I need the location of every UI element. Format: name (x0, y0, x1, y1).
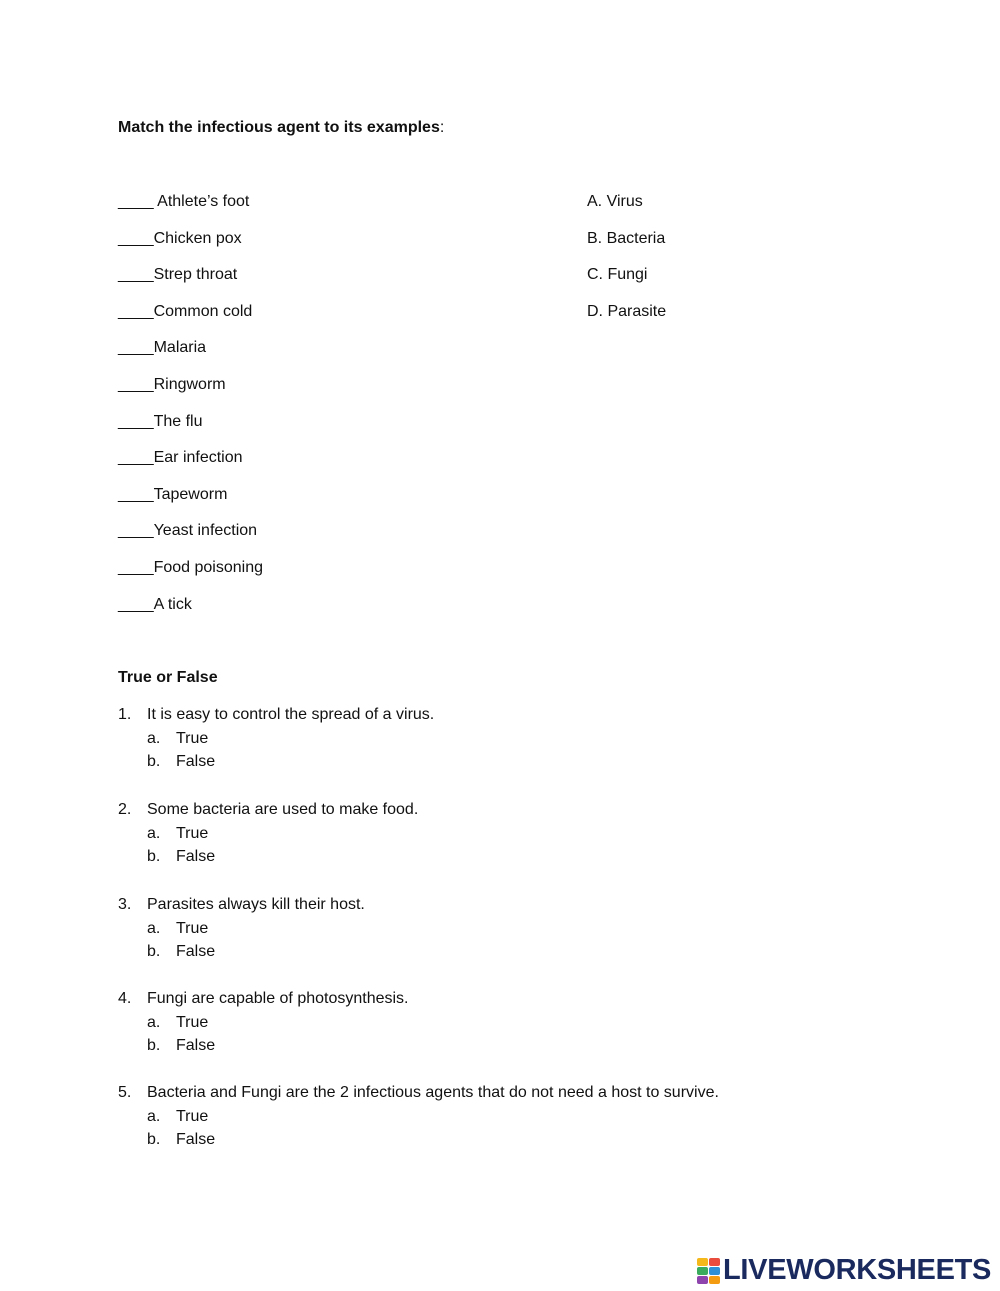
question-number: 3. (118, 896, 132, 913)
liveworksheets-logo-icon (697, 1258, 719, 1282)
option-label: False (176, 1131, 216, 1149)
option-label: False (176, 943, 216, 961)
question-5 (118, 1083, 978, 1154)
question-3 (118, 895, 978, 966)
option-label: True (176, 824, 209, 842)
matching-item[interactable]: ____Food poisoning (118, 558, 264, 576)
matching-item[interactable]: ____The flu (118, 412, 203, 430)
option-letter: b. (147, 1037, 161, 1055)
matching-item[interactable]: ____A tick (118, 595, 192, 613)
option-letter: a. (147, 729, 161, 747)
matching-item[interactable]: ____Malaria (118, 339, 207, 357)
question-1 (118, 705, 978, 776)
matching-item[interactable]: ____Tapeworm (118, 485, 228, 503)
option-true[interactable] (118, 1013, 978, 1037)
option-letter: a. (147, 824, 161, 842)
question-text: Some bacteria are used to make food. (147, 801, 419, 818)
option-letter: a. (147, 919, 161, 937)
matching-item[interactable]: ____ Athlete’s foot (118, 193, 250, 210)
logo-text: LIVEWORKSHEETS (723, 1253, 992, 1286)
option-label: True (176, 919, 209, 937)
option-letter: a. (147, 1013, 161, 1031)
option-label: False (176, 848, 216, 866)
matching-item[interactable]: ____Common cold (118, 302, 253, 320)
option-label: True (176, 1107, 209, 1125)
matching-title-suffix: : (439, 119, 445, 136)
matching-item[interactable]: ____Ear infection (118, 449, 243, 467)
option-false[interactable] (118, 847, 978, 871)
matching-item[interactable]: ____Yeast infection (118, 522, 258, 540)
option-false[interactable] (118, 752, 978, 776)
matching-title-text: Match the infectious agent to its examples (118, 119, 440, 136)
option-true[interactable] (118, 919, 978, 943)
matching-items-list (118, 192, 263, 631)
choice-fungi: C. Fungi (587, 266, 648, 284)
option-false[interactable] (118, 942, 978, 966)
option-letter: b. (147, 753, 161, 771)
option-true[interactable] (118, 729, 978, 753)
question-number: 2. (118, 801, 132, 818)
option-false[interactable] (118, 1036, 978, 1060)
true-false-title: True or False (118, 669, 218, 686)
matching-item[interactable]: ____Ringworm (118, 375, 226, 393)
question-text: It is easy to control the spread of a virus. (147, 706, 435, 723)
choice-virus: A. Virus (587, 193, 643, 210)
option-label: True (176, 729, 209, 747)
matching-item[interactable]: ____Strep throat (118, 266, 238, 284)
question-text: Fungi are capable of photosynthesis. (147, 990, 409, 1007)
option-label: False (176, 753, 216, 771)
question-4 (118, 989, 978, 1060)
option-label: False (176, 1037, 216, 1055)
question-number: 1. (118, 706, 132, 723)
choice-bacteria: B. Bacteria (587, 229, 666, 247)
matching-title (118, 118, 444, 138)
option-letter: a. (147, 1107, 161, 1125)
question-text: Bacteria and Fungi are the 2 infectious agents that do not need a host to survive. (147, 1084, 719, 1101)
option-letter: b. (147, 1131, 161, 1149)
option-label: True (176, 1013, 209, 1031)
option-letter: b. (147, 848, 161, 866)
liveworksheets-logo (697, 1253, 991, 1287)
question-number: 5. (118, 1084, 132, 1101)
option-letter: b. (147, 943, 161, 961)
question-2 (118, 800, 978, 871)
question-number: 4. (118, 990, 132, 1007)
option-false[interactable] (118, 1130, 978, 1154)
matching-choices-list (587, 192, 666, 338)
matching-item[interactable]: ____Chicken pox (118, 229, 242, 247)
choice-parasite: D. Parasite (587, 302, 667, 320)
option-true[interactable] (118, 1107, 978, 1131)
option-true[interactable] (118, 824, 978, 848)
question-text: Parasites always kill their host. (147, 896, 365, 913)
